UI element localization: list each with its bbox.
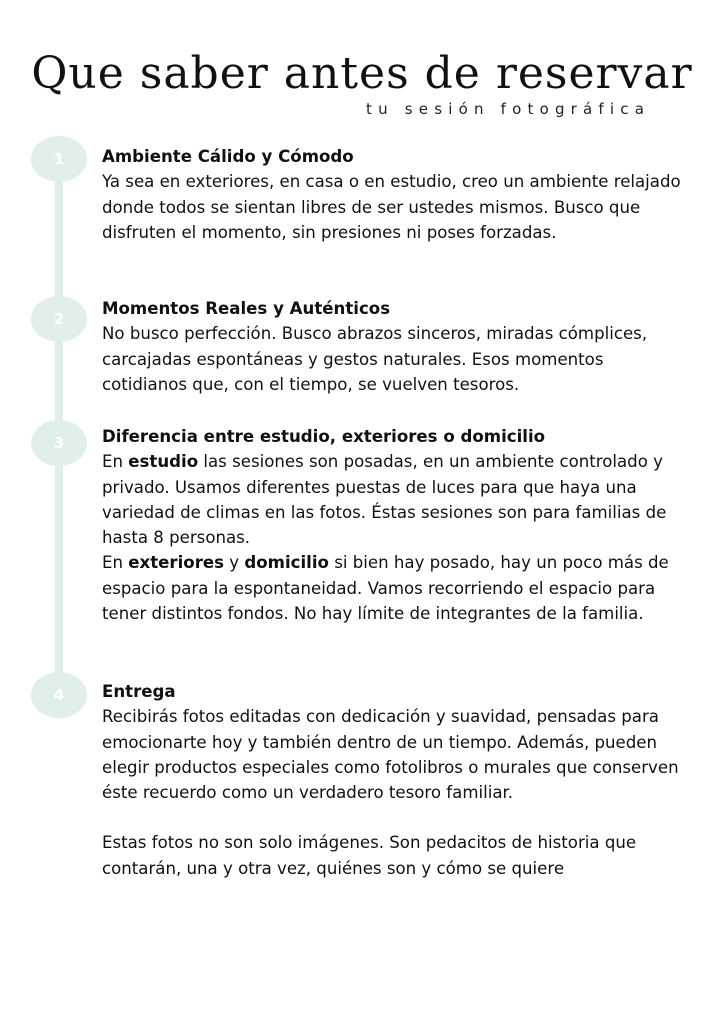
page-title: Que saber antes de reservar <box>31 48 693 99</box>
step-1-text: Ya sea en exteriores, en casa o en estudio, creo un ambiente relajado donde todos se sientan libres de ser ustedes mismos. Busco que disfruten el momento, sin presiones ni poses forzadas. <box>102 172 681 242</box>
step-3-paragraph-1 <box>102 449 692 550</box>
step-4-text: Recibirás fotos editadas con dedicación y suavidad, pensadas para emocionarte hoy y también dentro de un tiempo. Además, pueden elegir productos especiales como fotolibros o murales que conserven éste recuerdo como un verdadero tesoro familiar. <box>102 707 679 803</box>
step-3-p1-rest: las sesiones son posadas, en un ambiente controlado y privado. Usamos diferentes puestas de luces para que haya una variedad de climas en las fotos. Éstas sesiones son para familias de hasta 8 personas. <box>102 452 667 548</box>
step-3-section <box>102 424 692 626</box>
step-2-section <box>102 296 692 397</box>
step-3-p1-prefix: En <box>102 452 129 472</box>
step-3-p2-rest: si bien hay posado, hay un poco más de espacio para la espontaneidad. Vamos recorriendo el espacio para tener distintos fondos. No hay límite de integrantes de la familia. <box>102 553 669 624</box>
step-3-p1-bold: estudio <box>128 452 199 472</box>
step-3-p2-bold-1: exteriores <box>128 553 225 573</box>
step-3-p2-bold-2: domicilio <box>244 553 329 573</box>
step-number-2: 2 <box>31 296 87 342</box>
step-1-section <box>102 144 692 245</box>
step-3-title: Diferencia entre estudio, exteriores o domicilio <box>102 427 546 446</box>
step-4-title: Entrega <box>102 682 176 701</box>
step-2-text: No busco perfección. Busco abrazos sinceros, miradas cómplices, carcajadas espontáneas y gestos naturales. Esos momentos cotidianos que, con el tiempo, se vuelven tesoros. <box>102 324 648 394</box>
step-1-title: Ambiente Cálido y Cómodo <box>102 147 354 166</box>
step-number-3: 3 <box>31 420 87 466</box>
page-subtitle: tu sesión fotográfica <box>366 100 651 118</box>
step-4-section <box>102 679 692 881</box>
step-3-p2-prefix: En <box>102 553 129 573</box>
step-3-p2-mid: y <box>224 553 245 573</box>
step-3-paragraph-2 <box>102 550 692 626</box>
step-number-4: 4 <box>31 672 87 718</box>
step-number-1: 1 <box>31 136 87 182</box>
step-2-title: Momentos Reales y Auténticos <box>102 299 391 318</box>
closing-text: Estas fotos no son solo imágenes. Son pedacitos de historia que contarán, una y otra vez, quiénes son y cómo se quiere <box>102 833 637 878</box>
